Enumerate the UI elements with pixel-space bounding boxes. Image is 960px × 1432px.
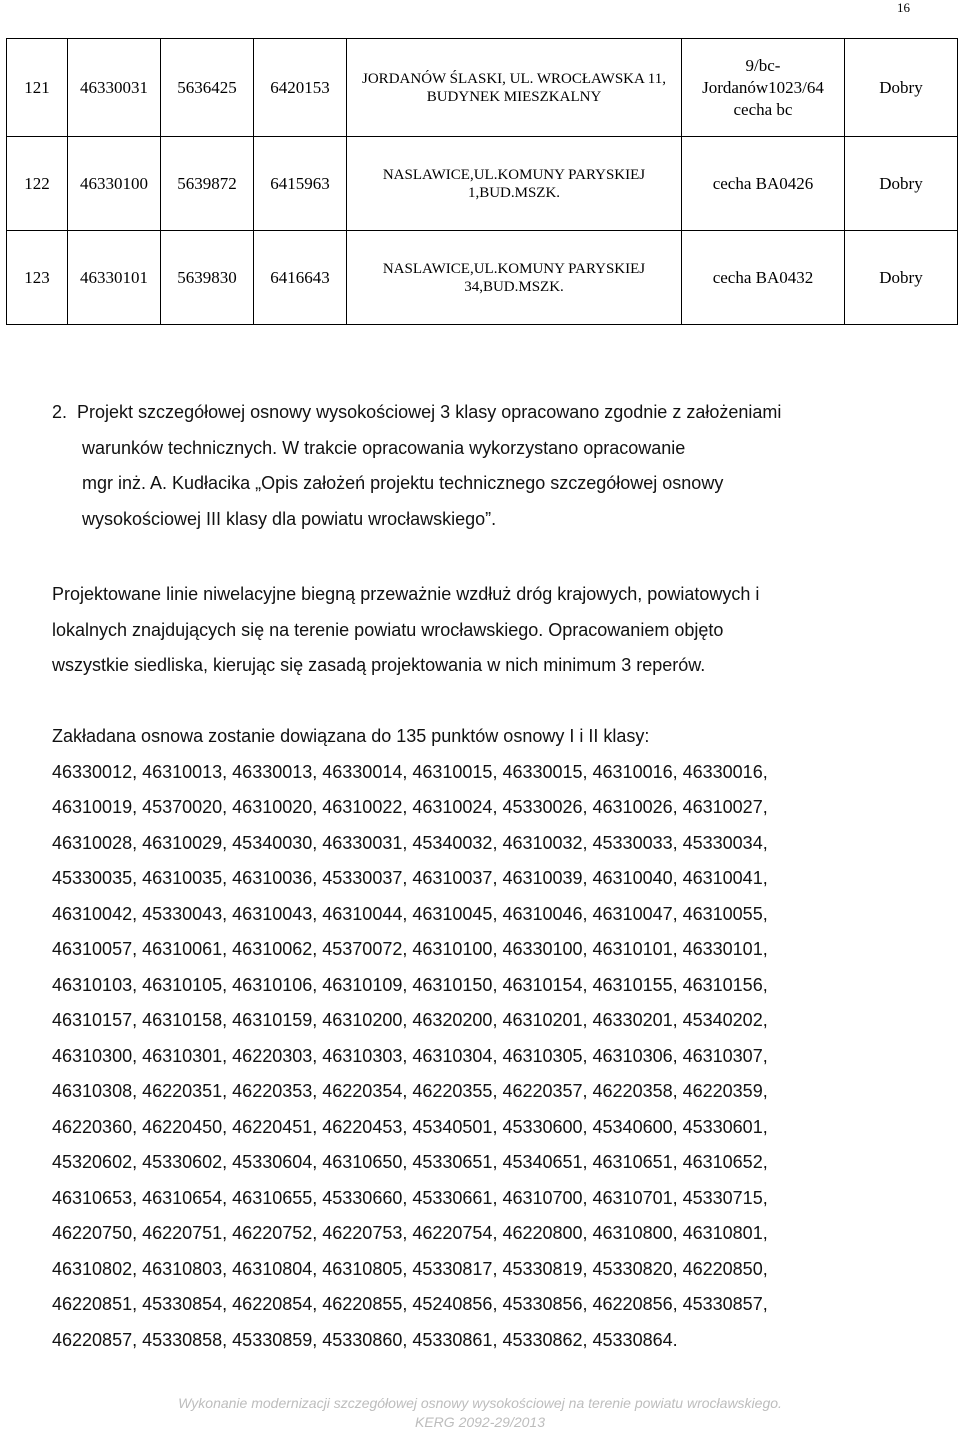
condition-cell: Dobry xyxy=(845,137,958,231)
section-2-paragraph xyxy=(52,395,902,537)
table-row xyxy=(7,231,958,325)
sign-line: 9/bc- xyxy=(745,55,781,75)
point-list-line: 46310028, 46310029, 45340030, 46330031, 45340032, 46310032, 45330033, 45330034, xyxy=(52,832,768,853)
coord-x-cell: 5636425 xyxy=(161,39,254,137)
point-list-line: 46310157, 46310158, 46310159, 46310200, 46320200, 46310201, 46330201, 45340202, xyxy=(52,1010,768,1030)
point-list-line: 46220360, 46220450, 46220451, 46220453, 45340501, 45330600, 45340600, 45330601, xyxy=(52,1116,768,1137)
table-row xyxy=(7,137,958,231)
location-line: NASLAWICE,UL.KOMUNY PARYSKIEJ xyxy=(382,260,646,277)
row-number-cell: 121 xyxy=(7,39,68,137)
sign-line: cecha BA0426 xyxy=(712,173,814,193)
point-list-line: 46220857, 45330858, 45330859, 45330860, 45330861, 45330862, 45330864. xyxy=(52,1329,678,1350)
point-list-line: 46310103, 46310105, 46310106, 46310109, 46310150, 46310154, 46310155, 46310156, xyxy=(52,974,768,995)
condition-cell: Dobry xyxy=(845,231,958,325)
sign-line: cecha bc xyxy=(733,99,793,119)
marker-sign-cell xyxy=(682,39,845,137)
location-line: BUDYNEK MIESZKALNY xyxy=(426,88,602,105)
routes-paragraph xyxy=(52,577,902,684)
location-cell xyxy=(347,231,682,325)
location-line: 34,BUD.MSZK. xyxy=(464,278,564,295)
point-list-line: 45320602, 45330602, 45330604, 46310650, 45330651, 45340651, 46310651, 46310652, xyxy=(52,1152,768,1172)
location-cell xyxy=(347,137,682,231)
paragraph-line: warunków technicznych. W trakcie opracowania wykorzystano opracowanie xyxy=(82,437,686,458)
point-list-line: 46310019, 45370020, 46310020, 46310022, 46310024, 45330026, 46310026, 46310027, xyxy=(52,797,768,817)
point-list-line: 46220750, 46220751, 46220752, 46220753, 46220754, 46220800, 46310800, 46310801, xyxy=(52,1223,768,1243)
sign-line: Jordanów1023/64 xyxy=(702,77,824,97)
page-number: 16 xyxy=(897,0,910,15)
marker-sign-cell xyxy=(682,137,845,231)
point-list-line: 46220851, 45330854, 46220854, 46220855, 45240856, 45330856, 46220856, 45330857, xyxy=(52,1294,768,1314)
sign-line: cecha BA0432 xyxy=(712,267,814,287)
paragraph-line: mgr inż. A. Kudłacika „Opis założeń projektu technicznego szczegółowej osnowy xyxy=(82,473,724,493)
point-list-line: 46310308, 46220351, 46220353, 46220354, 46220355, 46220357, 46220358, 46220359, xyxy=(52,1081,768,1101)
coord-x-cell: 5639872 xyxy=(161,137,254,231)
section-number: 2. xyxy=(52,402,68,422)
footer-reference: KERG 2092-29/2013 xyxy=(415,1414,545,1430)
reference-points-intro: Zakładana osnowa zostanie dowiązana do 135 punktów osnowy I i II klasy: xyxy=(52,726,650,746)
table-row xyxy=(7,39,958,137)
reference-points-paragraph xyxy=(52,719,902,1358)
location-cell xyxy=(347,39,682,137)
point-list-line: 46310653, 46310654, 46310655, 45330660, 45330661, 46310700, 46310701, 45330715, xyxy=(52,1187,768,1208)
point-list-line: 46310042, 45330043, 46310043, 46310044, 46310045, 46310046, 46310047, 46310055, xyxy=(52,903,768,924)
coord-y-cell: 6420153 xyxy=(254,39,347,137)
point-list-line: 46310057, 46310061, 46310062, 45370072, 46310100, 46330100, 46310101, 46330101, xyxy=(52,939,768,959)
point-id-cell: 46330101 xyxy=(68,231,161,325)
point-list-line: 45330035, 46310035, 46310036, 45330037, 46310037, 46310039, 46310040, 46310041, xyxy=(52,868,768,888)
point-list-line: 46310802, 46310803, 46310804, 46310805, 45330817, 45330819, 45330820, 46220850, xyxy=(52,1258,768,1279)
paragraph-line: wysokościowej III klasy dla powiatu wrocławskiego”. xyxy=(82,508,497,529)
coord-y-cell: 6415963 xyxy=(254,137,347,231)
coord-y-cell: 6416643 xyxy=(254,231,347,325)
coord-x-cell: 5639830 xyxy=(161,231,254,325)
page-footer xyxy=(0,1394,960,1432)
marker-sign-cell xyxy=(682,231,845,325)
section-2-first-line xyxy=(52,395,902,431)
location-line: NASLAWICE,UL.KOMUNY PARYSKIEJ xyxy=(382,166,646,183)
paragraph-line: lokalnych znajdujących się na terenie powiatu wrocławskiego. Opracowaniem objęto xyxy=(52,619,724,640)
paragraph-line: Projektowane linie niwelacyjne biegną przeważnie wzdłuż dróg krajowych, powiatowych i xyxy=(52,584,760,604)
point-id-cell: 46330100 xyxy=(68,137,161,231)
paragraph-line: wszystkie siedliska, kierując się zasadą projektowania w nich minimum 3 reperów. xyxy=(52,655,706,675)
point-id-cell: 46330031 xyxy=(68,39,161,137)
footer-title: Wykonanie modernizacji szczegółowej osnowy wysokościowej na terenie powiatu wrocławskiego. xyxy=(178,1395,782,1411)
row-number-cell: 122 xyxy=(7,137,68,231)
point-list-line: 46310300, 46310301, 46220303, 46310303, 46310304, 46310305, 46310306, 46310307, xyxy=(52,1045,768,1066)
location-line: 1,BUD.MSZK. xyxy=(467,184,561,201)
row-number-cell: 123 xyxy=(7,231,68,325)
benchmark-table xyxy=(6,38,958,325)
location-line: JORDANÓW ŚLASKI, UL. WROCŁAWSKA 11, xyxy=(362,70,666,87)
section-2-first-text: Projekt szczegółowej osnowy wysokościowej 3 klasy opracowano zgodnie z założeniami xyxy=(77,402,782,422)
condition-cell: Dobry xyxy=(845,39,958,137)
point-list-line: 46330012, 46310013, 46330013, 46330014, 46310015, 46330015, 46310016, 46330016, xyxy=(52,761,768,782)
